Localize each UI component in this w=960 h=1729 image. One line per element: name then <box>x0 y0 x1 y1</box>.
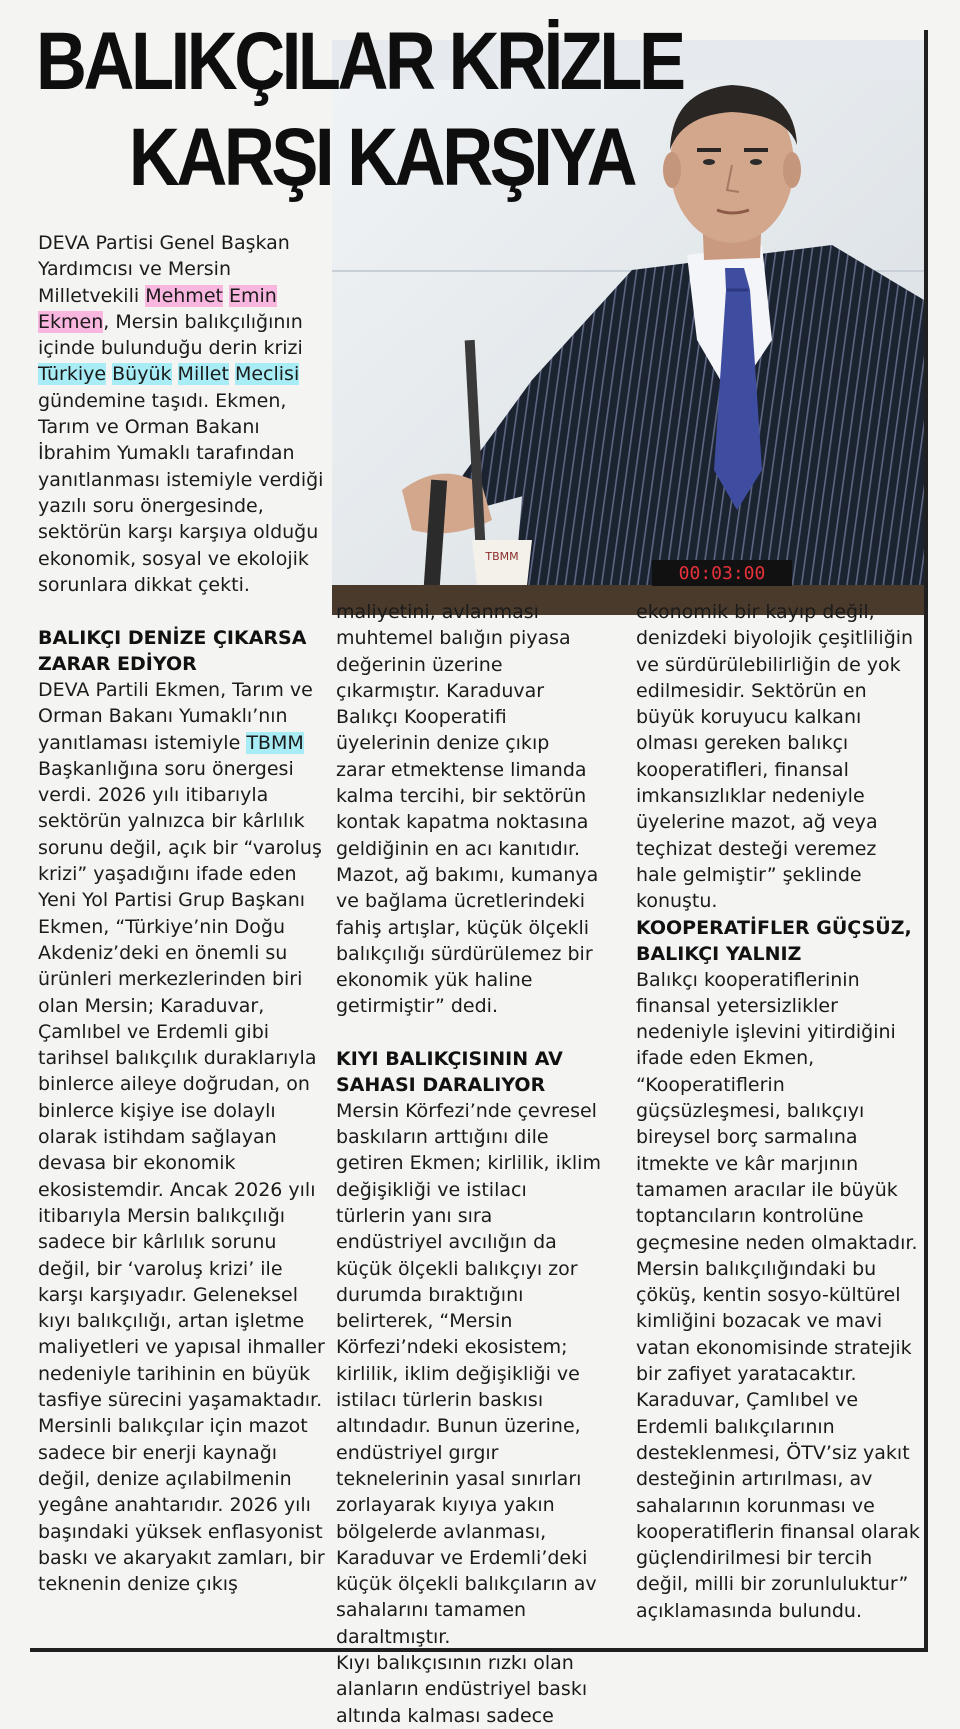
timer-display: 00:03:00 <box>678 563 766 584</box>
section-1-text-end: Başkanlığına soru önergesi verdi. 2026 yılı itibarıyla sektörün yalnızca bir kârlılık sorunu değil, açık bir “varoluş krizi” yaşadığını ifade eden Yeni Yol Partisi Grup Başkanı Ekmen, “Türkiye’nin Doğu Akdeniz’deki en önemli su ürünleri merkezlerinden biri olan Mersin; Karaduvar, Çamlıbel ve Erdemli gibi tarihsel balıkçılık duraklarıyla binlerce aileye doğrudan, on binlerce kişiye ise dolaylı olarak istihdam sağlayan devasa bir ekonomik ekosistemdir. Ancak 2026 yılı itibarıyla Mersin balıkçılığı sadece bir kârlılık sorunu değil, bir ‘varoluş krizi’ ile karşı karşıyadır. Geleneksel kıyı balıkçılığı, artan işletme maliyetleri ve yapısal ihmaller nedeniyle tarihinin en büyük tasfiye sürecini yaşamaktadır. Mersinli balıkçılar için mazot sadece bir enerji kaynağı değil, denize açılabilmenin yegâne anahtarıdır. 2026 yılı başındaki yüksek enflasyonist baskı ve akaryakıt zamları, bir teknenin denize çıkış <box>38 757 325 1596</box>
headline-line-2: KARŞI KARŞIYA <box>128 112 635 203</box>
lead-paragraph <box>38 230 328 598</box>
frame-bottom-border <box>30 1648 928 1652</box>
section-1-body <box>38 677 328 1597</box>
lead-text-mid: , Mersin balıkçılığının içinde bulunduğu derin krizi <box>38 310 303 360</box>
cup-logo-text: TBMM <box>485 550 519 563</box>
highlight-org-meclisi: Meclisi <box>234 363 300 386</box>
section-1-continuation: maliyetini, avlanması muhtemel balığın piyasa değerinin üzerine çıkarmıştır. Karaduvar Balıkçı Kooperatifi üyelerinin denize çıkıp zarar etmektense limanda kalma tercihi, bir sektörün kontak kapatma noktasına geldiğinin en acı kanıtıdır. Mazot, ağ bakımı, kumanya ve bağlama ücretlerindeki fahiş artışlar, küçük ölçekli balıkçılığı sürdürülemez bir ekonomik yük haline getirmiştir” dedi. <box>336 601 599 1018</box>
section-3-heading: KOOPERATİFLER GÜÇSÜZ, BALIKÇI YALNIZ <box>636 916 912 965</box>
section-2-body-2: Kıyı balıkçısının rızkı olan alanların endüstriyel baskı altında kalması sadece <box>336 1651 588 1727</box>
highlight-org-millet: Millet <box>177 363 229 386</box>
highlight-name-mehmet: Mehmet <box>145 284 223 307</box>
section-3-body: Balıkçı kooperatiflerinin finansal yetersizlikler nedeniyle işlevini yitirdiğini ifade eden Ekmen, “Kooperatiflerin güçsüzleşmesi, balıkçıyı bireysel borç sarmalına itmekte ve kâr marjının tamamen aracılar ile büyük toptancıların kontrolüne geçmesine neden olmaktadır. Mersin balıkçılığındaki bu çöküş, kentin sosyo-kültürel kimliğini bozacak ve mavi vatan ekonomisinde stratejik bir zafiyet yaratacaktır. Karaduvar, Çamlıbel ve Erdemli balıkçılarının desteklenmesi, ÖTV’siz yakıt desteğinin artırılması, av sahalarının korunması ve kooperatiflerin finansal olarak güçlendirilmesi bir tercih değil, milli bir zorunluluktur” açıklamasında bulundu. <box>636 968 920 1622</box>
lead-text-end: gündemine taşıdı. Ekmen, Tarım ve Orman Bakanı İbrahim Yumaklı tarafından yanıtlanması istemiyle verdiği yazılı soru önergesinde, sektörün karşı karşıya olduğu ekonomik, sosyal ve ekolojik sorunlara dikkat çekti. <box>38 389 324 596</box>
highlight-org-turkiye: Türkiye <box>38 363 107 386</box>
highlight-org-tbmm: TBMM <box>246 731 304 754</box>
column-3 <box>636 599 920 1624</box>
section-1-heading: BALIKÇI DENİZE ÇIKARSA ZARAR EDİYOR <box>38 627 307 675</box>
frame-right-border <box>924 30 928 1650</box>
section-1 <box>38 625 328 1597</box>
headline-line-1: BALIKÇILAR KRİZLE <box>36 16 683 107</box>
column-2 <box>336 599 602 1729</box>
highlight-org-buyuk: Büyük <box>112 363 172 386</box>
section-1-text-start: DEVA Partili Ekmen, Tarım ve Orman Bakanı Yumaklı’nın yanıtlaması istemiyle <box>38 679 313 754</box>
highlight-name-ekmen: Ekmen <box>38 310 104 333</box>
section-2-heading: KIYI BALIKÇISININ AV SAHASI DARALIYOR <box>336 1047 563 1096</box>
headline <box>36 14 793 206</box>
lead-text-start: DEVA Partisi Genel Başkan Yardımcısı ve Mersin Milletvekili <box>38 232 290 307</box>
section-2-body: Mersin Körfezi’nde çevresel baskıların arttığını dile getiren Ekmen; kirlilik, iklim değişikliği ve istilacı türlerin yanı sıra endüstriyel avcılığın da küçük ölçekli balıkçıyı zor durumda bıraktığını belirterek, “Mersin Körfezi’ndeki ekosistem; kirlilik, iklim değişikliği ve istilacı türlerin baskısı altındadır. Bunun üzerine, endüstriyel gırgır teknelerinin yasal sınırları zorlayarak kıyıya yakın bölgelerde avlanması, Karaduvar ve Erdemli’deki küçük ölçekli balıkçıların av sahalarını tamamen daraltmıştır. <box>336 1099 601 1648</box>
section-2-continuation: ekonomik bir kayıp değil, denizdeki biyolojik çeşitliliğin ve sürdürülebilirliğin de yok edilmesidir. Sektörün en büyük koruyucu kalkanı olması gereken balıkçı kooperatifleri, finansal imkansızlıklar nedeniyle üyelerine mazot, ağ veya teçhizat desteği veremez hale gelmiştir” şeklinde konuştu. <box>636 601 914 913</box>
highlight-name-emin: Emin <box>229 284 277 307</box>
